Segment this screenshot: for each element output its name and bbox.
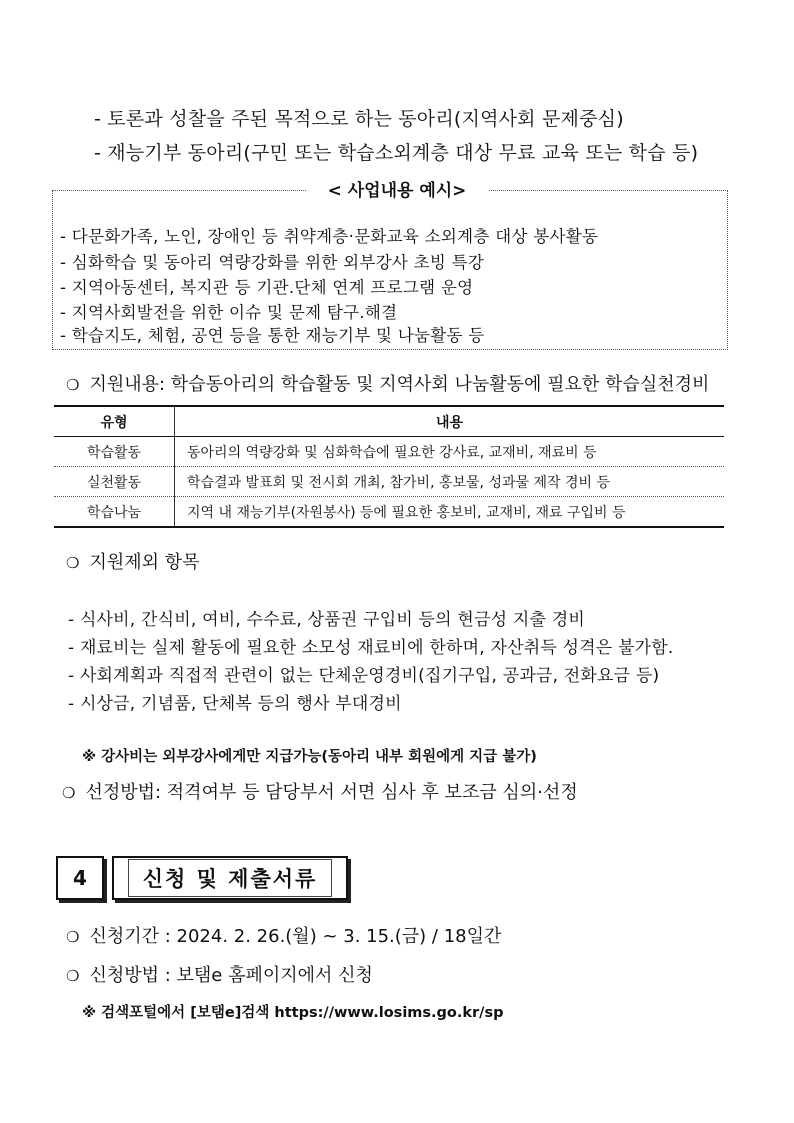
circle-bullet-icon: ❍ [66,554,80,572]
row-content: 지역 내 재능기부(자원봉사) 등에 필요한 홍보비, 교재비, 재료 구입비 등 [175,497,725,528]
example-item: - 심화학습 및 동아리 역량강화를 위한 외부강사 초빙 특강 [60,253,485,272]
exclusion-item: - 재료비는 실제 활동에 필요한 소모성 재료비에 한하며, 자산취득 성격은 불가함. [68,638,674,658]
exclusions-heading-text: 지원제외 항목 [89,552,200,573]
table-row [54,437,724,467]
circle-bullet-icon: ❍ [62,784,76,802]
row-content: 동아리의 역량강화 및 심화학습에 필요한 강사료, 교재비, 재료비 등 [175,437,725,467]
selection-heading [62,778,578,804]
row-type: 실천활동 [54,467,175,497]
section-title: 신청 및 제출서류 [128,859,333,897]
example-item: - 학습지도, 체험, 공연 등을 통한 재능기부 및 나눔활동 등 [60,326,485,345]
header-type: 유형 [54,406,175,437]
search-portal-note: ※ 검색포털에서 [보탬e]검색 https://www.losims.go.kr/sp [82,1005,504,1021]
example-item: - 다문화가족, 노인, 장애인 등 취약계층·문화교육 소외계층 대상 봉사활동 [60,227,599,246]
row-type: 학습활동 [54,437,175,467]
circle-bullet-icon: ❍ [66,928,80,946]
exclusion-item: - 식사비, 간식비, 여비, 수수료, 상품권 구입비 등의 현금성 지출 경비 [68,610,585,630]
circle-bullet-icon: ❍ [66,967,80,985]
exclusion-item: - 시상금, 기념품, 단체복 등의 행사 부대경비 [68,694,402,714]
business-examples-title: < 사업내용 예시> [0,176,794,201]
instructor-fee-note: ※ 강사비는 외부강사에게만 지급가능(동아리 내부 회원에게 지급 불가) [82,749,537,765]
application-method-text: 신청방법 : 보탬e 홈페이지에서 신청 [89,965,373,986]
example-item: - 지역사회발전을 위한 이슈 및 문제 탐구.해결 [60,303,398,322]
table-row [54,497,724,528]
row-content: 학습결과 발표회 및 전시회 개최, 참가비, 홍보물, 성과물 제작 경비 등 [175,467,725,497]
example-item: - 지역아동센터, 복지관 등 기관.단체 연계 프로그램 운영 [60,278,474,297]
support-content-heading [66,370,709,396]
header-content: 내용 [175,406,725,437]
row-type: 학습나눔 [54,497,175,528]
support-content-text: 지원내용: 학습동아리의 학습활동 및 지역사회 나눔활동에 필요한 학습실천경비 [89,374,710,395]
selection-text: 선정방법: 적격여부 등 담당부서 서면 심사 후 보조금 심의·선정 [85,782,578,803]
section-title-box [112,856,348,900]
application-period [66,922,501,948]
table-header-row [54,406,724,437]
application-period-text: 신청기간 : 2024. 2. 26.(월) ~ 3. 15.(금) / 18일간 [89,926,502,947]
bullet-talent-donation-club: - 재능기부 동아리(구민 또는 학습소외계층 대상 무료 교육 또는 학습 등) [94,142,699,164]
bullet-discussion-club: - 토론과 성찰을 주된 목적으로 하는 동아리(지역사회 문제중심) [94,108,624,130]
exclusion-item: - 사회계획과 직접적 관련이 없는 단체운영경비(집기구입, 공과금, 전화요금 등) [68,666,660,686]
exclusions-heading [66,548,200,574]
support-table [54,405,724,528]
table-row [54,467,724,497]
circle-bullet-icon: ❍ [66,376,80,394]
section-number-box: 4 [56,856,104,900]
application-method [66,961,373,987]
